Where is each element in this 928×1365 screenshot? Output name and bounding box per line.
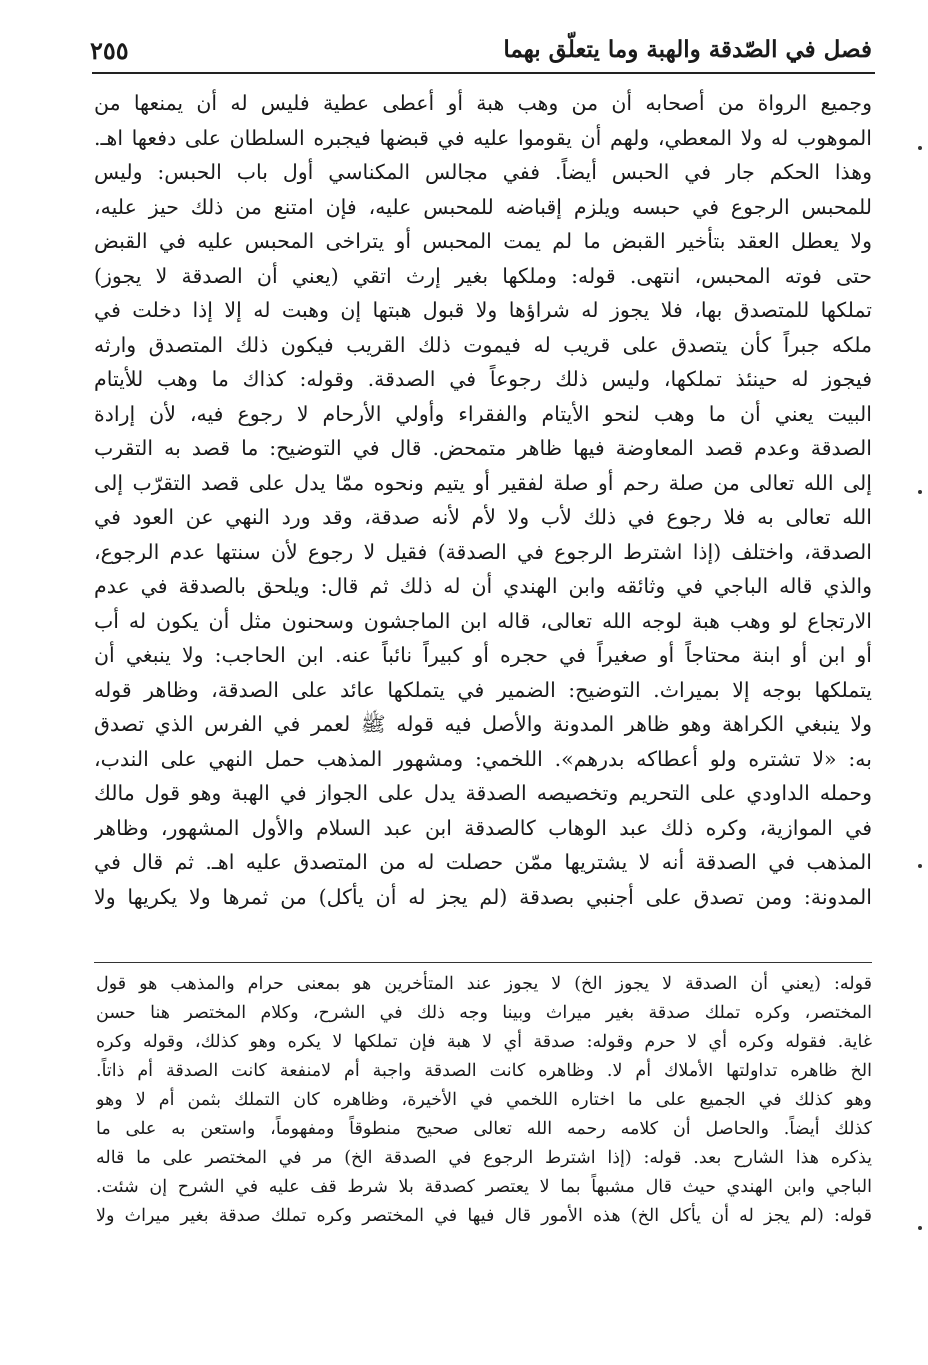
margin-dot: [918, 146, 922, 150]
page-header: [90, 32, 872, 74]
footnote-line: وهو كذلك في الجميع على ما اختاره اللخمي في الأخيرة، وظاهره كان التملك بثمن أم لا وهو: [96, 1090, 872, 1110]
footnote-line: الباجي وابن الهندي حيث قال مشبهاً بما لا يعتصر كصدقة بلا شرط قف عليه في الشرح إن شئت.: [96, 1177, 872, 1197]
text-line: وجميع الرواة من أصحابه أن من وهب هبة أو أعطى عطية فليس له أن يمنعها من: [94, 91, 872, 115]
text-line: وحمله الداودي على التحريم وتخصيصه الصدقة يدل على الجواز في الهبة وهو قول مالك: [94, 781, 872, 805]
text-line: الصدقة، واختلف (إذا اشترط الرجوع في الصدقة) فقيل لا رجوع لأن سنتها عدم الرجوع،: [94, 539, 872, 564]
text-line: البيت يعني أن ما وهب لنحو الأيتام والفقراء وأولي الأرحام لا رجوع فيه، لأن إرادة: [94, 401, 872, 426]
margin-dot: [918, 490, 922, 494]
text-line: في الموازية، وكره ذلك عبد الوهاب كالصدقة ابن عبد السلام والأول المشهور، وظاهر: [94, 815, 872, 840]
text-line: فيجوز له حينئذ تملكها، وليس ذلك رجوعاً في الصدقة. وقوله: كذاك ما وهب للأيتام: [94, 367, 872, 391]
text-line: يتملكها بوجه إلا بميراث. التوضيح: الضمير في يتملكها عائد على الصدقة، وظاهر قوله: [94, 677, 872, 702]
footnote-line: قوله: (يعني أن الصدقة لا يجوز الخ) لا يجوز عند المتأخرين هو بمعنى حرام والمذهب هو قول: [96, 974, 872, 994]
margin-dot: [918, 864, 922, 868]
footnotes: [96, 970, 872, 1231]
footnote-line: الخ ظاهره تداولتها الأملاك أم لا. وظاهره كانت الصدقة واجبة أم لامنفعة كانت الصدقة أم ذاتاً.: [96, 1061, 872, 1081]
text-line: حتى فوته المحبس، انتهى. قوله: وملكها بغير إرث اتقي (يعني أن الصدقة لا يجوز): [94, 263, 872, 288]
footnote-line: قوله: (لم يجز له أن يأكل الخ) هذه الأمور قال فيها في المختصر وكره تملك صدقة بغير ميراث ولا: [96, 1206, 872, 1226]
footnote-line: يذكره هذا الشارح بعد. قوله: (إذا اشترط الرجوع في الصدقة الخ) مر في المختصر على ما قاله: [96, 1148, 872, 1168]
footnote-separator: [94, 962, 872, 963]
text-line: المذهب في الصدقة أنه لا يشتريها ممّن حصلت له من المتصدق عليه اهـ. ثم قال في: [94, 850, 872, 874]
footnote-line: كذلك أيضاً. والحاصل أن كلامه رحمه الله تعالى صحيح منطوقاً ومفهوماً، واستعن به على ما: [96, 1119, 872, 1139]
text-line: أو ابن أو ابنة محتاجاً أو صغيراً في حجره أو كبيراً نائباً عنه. ابن الحاجب: ولا ينبغي أن: [94, 643, 872, 667]
text-line: المدونة: ومن تصدق على أجنبي بصدقة (لم يجز له أن يأكل) من ثمرها ولا يكريها ولا: [94, 884, 872, 909]
header-rule: [92, 72, 875, 74]
main-text: [94, 86, 872, 914]
text-line: به: «لا تشتره ولو أعطاكه بدرهم». اللخمي: ومشهور المذهب حمل النهي على الندب،: [94, 746, 872, 771]
text-line: الله تعالى به فلا رجوع في ذلك لأب ولا لأم لأنه صدقة، وقد ورد النهي عن العود في: [94, 505, 872, 529]
text-line: ملكه جبراً كأن يتصدق على قريب له فيموت ذلك القريب فيكون ذلك المتصدق وارثه: [94, 332, 872, 357]
page-number: ٢٥٥: [90, 36, 129, 65]
running-title: فصل في الصّدقة والهبة وما يتعلّق بهما: [503, 36, 872, 63]
footnote-line: غاية. فقوله وكره أي لا حرم وقوله: صدقة أي لا هبة فإن تملكها لا يكره وهو كذلك، وقوله وكره: [96, 1032, 872, 1052]
text-line: والذي قاله الباجي في وثائقه وابن الهندي أن له ذلك ثم قال: ويلحق بالصدقة في عدم: [94, 574, 872, 598]
text-line: تملكها للمتصدق بها، فلا يجوز له شراؤها ولا قبول هبتها إن وهبت له إلا إذا دخلت في: [94, 298, 872, 322]
text-line: الارتجاع لو وهب هبة لوجه الله تعالى، قاله ابن الماجشون وسحنون مثل أن يكون له أب: [94, 608, 872, 633]
text-line: الموهوب له ولا المعطي، ولهم أن يقوموا عليه في قبضها فيجبره السلطان على دفعها اهـ.: [94, 125, 872, 150]
footnote-line: المختصر، وكره تملك صدقة بغير ميراث وبينا وجه ذلك في الشرح، وكلام المختصر هنا حسن: [96, 1003, 872, 1023]
margin-dot: [918, 1226, 922, 1230]
text-line: الصدقة وعدم قصد المعاوضة فيها ظاهر متمحض. قال في التوضيح: ما قصد به التقرب: [94, 436, 872, 460]
text-line: للمحبس الرجوع في حبسه ويلزم إقباضه للمحبس عليه، فإن امتنع من ذلك حيز عليه،: [94, 194, 872, 219]
text-line: إلى الله تعالى من صلة رحم أو صلة لفقير أو يتيم ونحوه ممّا يدل على قصد التقرّب إلى: [94, 470, 872, 495]
text-line: ولا يعطل العقد بتأخير القبض ما لم يمت المحبس أو يتراخى المحبس عليه في القبض: [94, 229, 872, 253]
text-line: ولا ينبغي الكراهة وهو ظاهر المدونة والأصل فيه قوله ﷺ لعمر في الفرس الذي تصدق: [94, 712, 872, 736]
text-line: وهذا الحكم جار في الحبس أيضاً. ففي مجالس المكناسي أول باب الحبس: وليس: [94, 160, 872, 184]
